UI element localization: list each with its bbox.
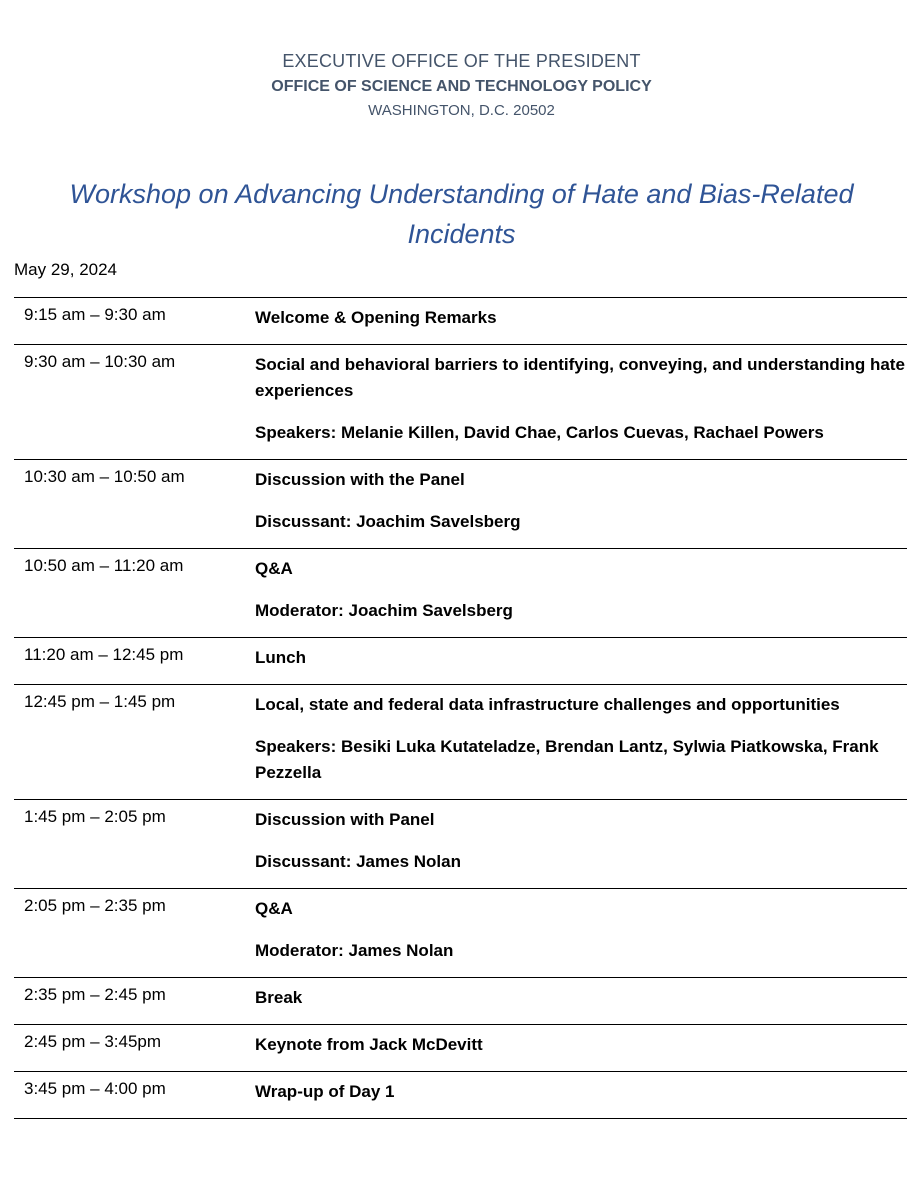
- agenda-session-people: Speakers: Besiki Luka Kutateladze, Brendan Lantz, Sylwia Piatkowska, Frank Pezzella: [255, 737, 879, 782]
- agenda-time: 2:45 pm – 3:45pm: [24, 1032, 162, 1051]
- agenda-description: [246, 978, 907, 1025]
- agenda-session-people: Moderator: James Nolan: [255, 941, 454, 960]
- agenda-description: [246, 1072, 907, 1119]
- agenda-row: [14, 460, 907, 549]
- agenda-session-people: Discussant: James Nolan: [255, 852, 461, 871]
- agenda-session-title: Discussion with Panel: [255, 810, 435, 829]
- letterhead: [0, 48, 923, 123]
- agenda-time: 11:20 am – 12:45 pm: [24, 645, 184, 664]
- agenda-session-title: Discussion with the Panel: [255, 470, 465, 489]
- agenda-description: [246, 460, 907, 549]
- agenda-session-title: Keynote from Jack McDevitt: [255, 1035, 483, 1054]
- agenda-session-title: Welcome & Opening Remarks: [255, 308, 497, 327]
- agenda-row: [14, 1072, 907, 1119]
- agenda-row: [14, 298, 907, 345]
- agenda-description: [246, 889, 907, 978]
- agenda-time: 12:45 pm – 1:45 pm: [24, 692, 176, 711]
- agenda-session-title: Social and behavioral barriers to identifying, conveying, and understanding hate experiences: [255, 355, 905, 400]
- agenda-description: [246, 685, 907, 800]
- agenda-time: 2:05 pm – 2:35 pm: [24, 896, 166, 915]
- agenda-row: [14, 889, 907, 978]
- document-title: Workshop on Advancing Understanding of Hate and Bias-Related Incidents: [69, 179, 854, 249]
- agenda-description: [246, 800, 907, 889]
- agenda-description: [246, 638, 907, 685]
- agenda-time: 10:50 am – 11:20 am: [24, 556, 184, 575]
- agenda-row: [14, 978, 907, 1025]
- agenda-row: [14, 800, 907, 889]
- agenda-description: [246, 549, 907, 638]
- letterhead-office: EXECUTIVE OFFICE OF THE PRESIDENT: [282, 51, 641, 71]
- agenda-row: [14, 549, 907, 638]
- agenda-session-title: Break: [255, 988, 303, 1007]
- document-date: May 29, 2024: [14, 260, 118, 279]
- agenda-time: 3:45 pm – 4:00 pm: [24, 1079, 166, 1098]
- agenda-session-people: Moderator: Joachim Savelsberg: [255, 601, 513, 620]
- letterhead-department: OFFICE OF SCIENCE AND TECHNOLOGY POLICY: [271, 78, 652, 95]
- agenda-session-title: Q&A: [255, 899, 293, 918]
- agenda-session-title: Wrap-up of Day 1: [255, 1082, 395, 1101]
- letterhead-address: WASHINGTON, D.C. 20502: [368, 102, 555, 119]
- agenda-session-people: Discussant: Joachim Savelsberg: [255, 512, 521, 531]
- agenda-session-title: Q&A: [255, 559, 293, 578]
- agenda-description: [246, 1025, 907, 1072]
- agenda-time: 9:15 am – 9:30 am: [24, 305, 166, 324]
- agenda-row: [14, 1025, 907, 1072]
- agenda-session-title: Local, state and federal data infrastructure challenges and opportunities: [255, 695, 840, 714]
- agenda-description: [246, 298, 907, 345]
- agenda-time: 10:30 am – 10:50 am: [24, 467, 185, 486]
- agenda-table: [14, 297, 907, 1119]
- agenda-time: 9:30 am – 10:30 am: [24, 352, 176, 371]
- agenda-row: [14, 345, 907, 460]
- agenda-time: 1:45 pm – 2:05 pm: [24, 807, 166, 826]
- agenda-session-people: Speakers: Melanie Killen, David Chae, Carlos Cuevas, Rachael Powers: [255, 423, 824, 442]
- agenda-time: 2:35 pm – 2:45 pm: [24, 985, 166, 1004]
- agenda-row: [14, 685, 907, 800]
- agenda-session-title: Lunch: [255, 648, 306, 667]
- agenda-description: [246, 345, 907, 460]
- agenda-row: [14, 638, 907, 685]
